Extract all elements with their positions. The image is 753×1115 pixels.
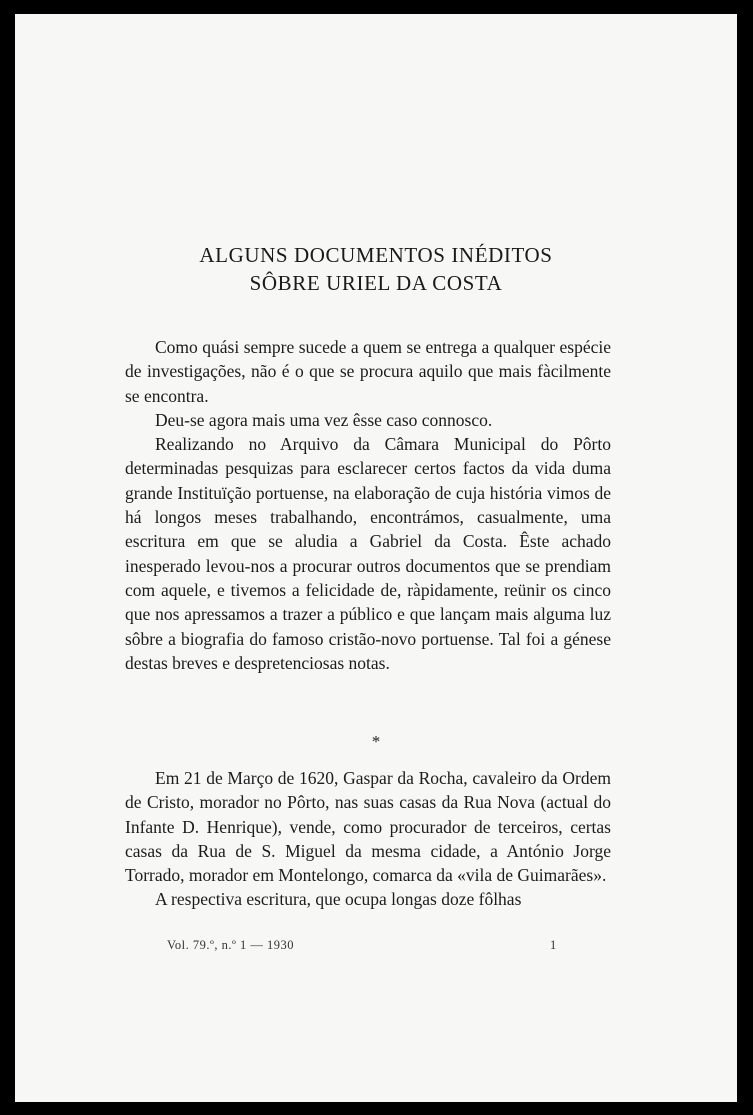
document-page [15, 14, 737, 1102]
intro-text [125, 335, 611, 675]
section-text [125, 766, 611, 912]
title-line-2: SÔBRE URIEL DA COSTA [249, 271, 503, 295]
paragraph: A respectiva escritura, que ocupa longas doze fôlhas [155, 889, 522, 910]
signature-mark: 1 [550, 938, 557, 952]
paragraph: Deu-se agora mais uma vez êsse caso connosco. [155, 409, 493, 430]
paragraph: Como quási sempre sucede a quem se entrega a qualquer espécie de investigações, não é o que se procura aquilo que mais fàcilmente se encontra. [125, 337, 611, 406]
volume-footer: Vol. 79.º, n.º 1 — 1930 [167, 938, 295, 952]
paragraph: Em 21 de Março de 1620, Gaspar da Rocha, cavaleiro da Ordem de Cristo, morador no Pôrto, nas suas casas da Rua Nova (actual do Infante D. Henrique), vende, como procurador de terceiros, certas casas da Rua de S. Miguel da mesma cidade, a António Jorge Torrado, morador em Montelongo, comarca da «vila de Guimarães». [125, 768, 611, 886]
title-line-1: ALGUNS DOCUMENTOS INÉDITOS [199, 243, 553, 267]
section-separator: * [371, 732, 381, 751]
paragraph: Realizando no Arquivo da Câmara Municipal do Pôrto determinadas pesquizas para esclarecer certos factos da vida duma grande Instituïção portuense, na elaboração de cuja história vimos de há longos meses trabalhando, encontrámos, casualmente, uma escritura em que se aludia a Gabriel da Costa. Êste achado inesperado levou-nos a procurar outros documentos que se prendiam com aquele, e tivemos a felicidade de, ràpidamente, reünir os cinco que nos apressamos a trazer a público e que lançam mais alguma luz sôbre a biografia do famoso cristão-novo portuense. Tal foi a génese destas breves e despretenciosas notas. [125, 434, 611, 673]
